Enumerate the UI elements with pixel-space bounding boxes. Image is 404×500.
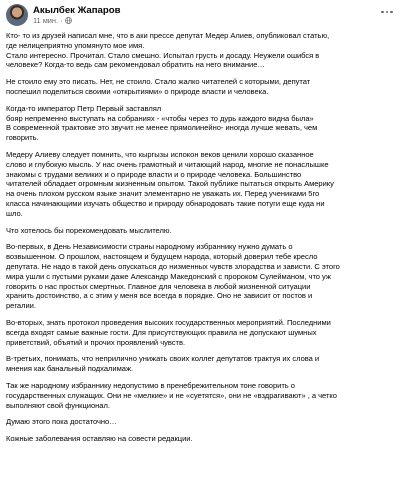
post-paragraph: Кто- то из друзей написал мне, что в аки прессе депутат Медер Алиев, опубликовал статью, где нелицеприятно упомянуто мое имя. Стало интересно. Прочитал. Стало смешно. Испытал грусть и досаду. Неужели ошибся в человеке? Когда-то ведь сам рекомендовал обратить на него внимание… [6,31,330,70]
post-paragraph: Что хотелось бы порекомендовать мыслителю. [6,225,172,235]
post-paragraph: Во-вторых, знать протокол проведения высоких государственных мероприятий. Последними всегда входят самые важные гости. Для присутствующих правила не допускают шумных приветствий, объятий и прочих проявлений чувств. [6,317,331,347]
post-header [6,2,398,28]
author-avatar[interactable] [6,4,28,26]
post-paragraph: В-третьих, понимать, что неприлично унижать своих коллег депутатов трактуя их слова и мнения как банальный подхалимаж. [6,354,320,374]
more-options-icon[interactable] [380,6,394,18]
post-body [6,31,398,444]
post-paragraph: Так же народному избраннику недопустимо в пренебрежительном тоне говорить о государственных служащих. Они не «мелкие» и не «суетятся», они не «вздрагивают» , а четко выполняют свой функционал. [6,380,337,410]
post-paragraph: Думаю этого пока достаточно… [6,417,117,427]
post-meta [33,6,121,25]
post-paragraph: Не стоило ему это писать. Нет, не стоило. Стало жалко читателей с которыми, депутат поспешил поделиться своими «открытиями» о природе власти и человека. [6,77,311,96]
timestamp-separator: · [60,16,63,26]
post-paragraph: Кожные заболевания оставляю на совести редакции. [6,434,193,444]
post-paragraph: Во-первых, в День Независимости страны народному избраннику нужно думать о возвышенном. О прошлом, настоящем и будущем народа, который доверил тебе кресло депутата. Не надо в такой день опускаться до низменных чувств злорадства и зависти. С этого мира ушли с пустыми руками даже Александр Македонский с пророком Сулейманом, что уж говорить о нас простых смертных. Главное для человека в любой жизненной ситуации хранить достоинство, а с этим у меня все всегда в порядке. Оно не зависит от постов и регалии. [6,242,340,311]
globe-icon [65,17,72,24]
author-name[interactable]: Акылбек Жапаров [33,4,121,16]
post-timestamp[interactable]: 11 мин. [33,16,59,26]
timestamp-row [33,17,121,24]
post-paragraph: Медеру Алиеву следует помнить, что кыргызы испокон веков ценили хорошо сказанное слово и глубокую мысль. У нас очень грамотный и читающий народ, многие не понаслышке знакомы с трудами великих и о природе власти и о природе человека. Большинство читателей обладает огромным жизненным опытом. Такой публике пытаться открыть Америку на очень плохом русском языке значит элементарно не уважать их. Перед учениками 5го класса начинающими изучать общество и природу обнародовать такие потуги еще куда ни шло. [6,149,334,218]
post-paragraph: Когда-то император Петр Первый заставлял бояр непременно выступать на собраниях - «чтобы через то дурь каждого видна была» В современной трактовке это звучит не менее прямолинейно- иногда лучше жевать, чем говорить. [6,103,318,143]
